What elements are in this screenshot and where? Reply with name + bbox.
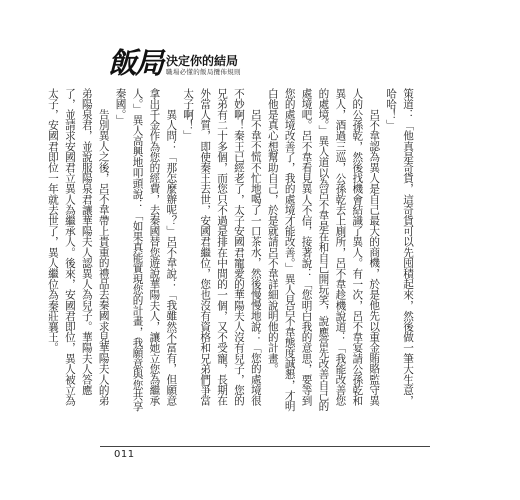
paragraph-4: 異人問：「那怎麼辦呢？」呂不韋說：「我雖然不富有，但願意拿出千金作為您的經費，去秦國替您遊說華陽夫人，讓她立您為繼承人。」異人高興地叩頭說：「如果真能實現您的計畫，我願意與您共享秦國。」 [114, 88, 178, 412]
footer-rule [100, 446, 430, 447]
paragraph-5: 告別異人之後，呂不韋帶上貴重的禮品去秦國求見華陽夫人的弟弟陽泉君，並說服陽泉君讓華陽夫人認異人為兒子。華陽夫人答應了，並請求安國君立異人為繼承人。後來，安國君即位，異人被立為太子，安國君即位一年就去世了，異人繼位為秦莊襄王。 [46, 88, 110, 406]
book-title-box [166, 55, 241, 76]
page-number: 011 [114, 449, 135, 460]
book-title: 決定你的結局 [166, 54, 239, 68]
book-subtitle: 職場必懂的飯局攬佈規則 [166, 68, 241, 76]
vertical-body-text [46, 88, 416, 414]
page-header [108, 38, 241, 78]
paragraph-1: 策道：「他真是奇貨，這奇貨可以先囤積起來，然後做一筆大生意，哈哈！」 [385, 88, 414, 406]
book-brand: 飯局 [108, 46, 163, 80]
paragraph-3: 呂不韋不慌不忙地喝了一口茶水，然後慢慢地說：「您的處境很不妙啊！秦王已經老了，太子安國君寵愛的華陽夫人沒有兒子，您的兄弟有二十多個，而您只不過是排在中間的一個，又不受寵，長期在外當人質，即使秦王去世，安國君繼位，您也沒有資格和兄弟們爭當太子啊！」 [182, 88, 262, 406]
paragraph-2: 呂不韋認為異人是自己最大的商機，於是他先以重金賄賂監守異人的公孫乾，然後找機會結識了異人。有一次，呂不韋宴請公孫乾和異人，酒過三巡，公孫乾去上廁所，呂不韋趁機說道：「我能改善您的處境。」異人道以為呂不韋是在和自己開玩笑，說應當先改善自己的處境吧。呂不韋看見異人不信，接著說：「您明白我的意思，要等到您的處境改善了，我的處境才能改善。」異人見呂不韋態度誠懇，才明白他是真心想幫助自己，於是就請呂不韋詳細說明他的計畫。 [266, 88, 381, 412]
